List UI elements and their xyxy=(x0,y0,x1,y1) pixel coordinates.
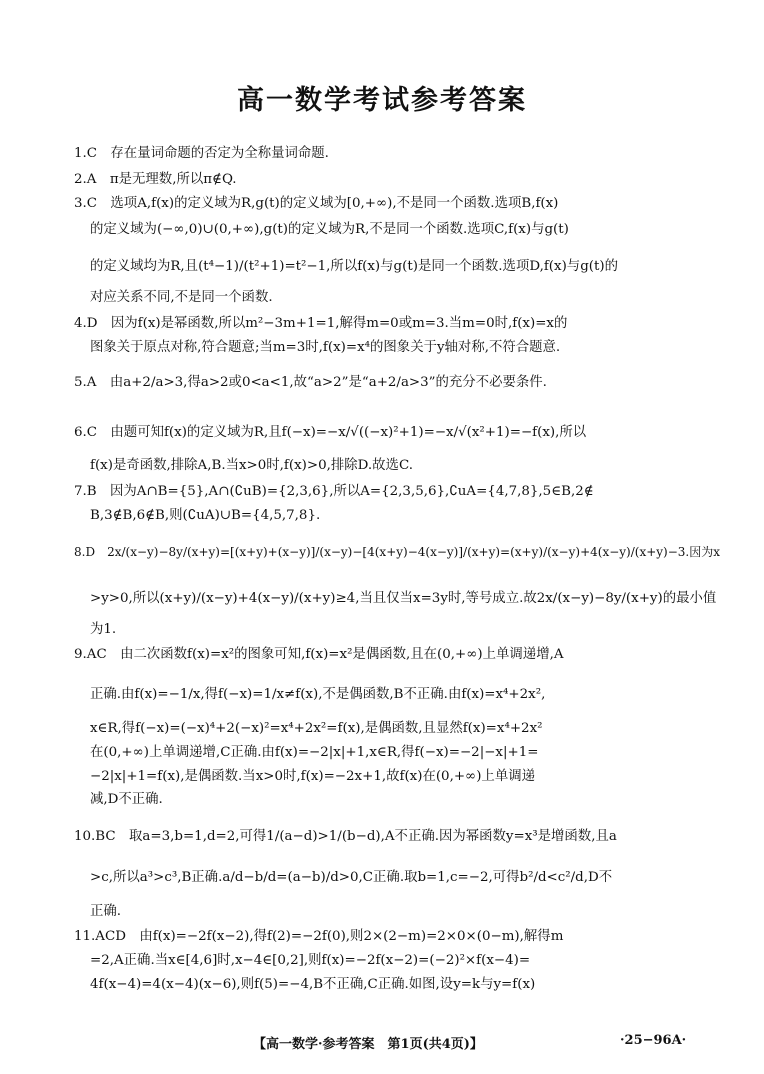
answer-line: 1.C 存在量词命题的否定为全称量词命题. xyxy=(74,146,329,161)
answer-line: 3.C 选项A,f(x)的定义域为R,g(t)的定义域为[0,+∞),不是同一个函数.选项B,f(x) xyxy=(74,196,559,211)
answer-line: f(x)是奇函数,排除A,B.当x>0时,f(x)>0,排除D.故选C. xyxy=(90,458,413,473)
answer-line: 5.A 由a+2/a>3,得a>2或0<a<1,故“a>2”是“a+2/a>3”的充分不必要条件. xyxy=(74,375,547,390)
answer-line: x∈R,得f(−x)=(−x)⁴+2(−x)²=x⁴+2x²=f(x),是偶函数,且显然f(x)=x⁴+2x² xyxy=(90,721,543,736)
answer-line: 2.A π是无理数,所以π∉Q. xyxy=(74,172,237,187)
answer-line: 4.D 因为f(x)是幂函数,所以m²−3m+1=1,解得m=0或m=3.当m=0时,f(x)=x的 xyxy=(74,316,568,331)
answer-line: 对应关系不同,不是同一个函数. xyxy=(90,290,273,305)
answer-line: >y>0,所以(x+y)/(x−y)+4(x−y)/(x+y)≥4,当且仅当x=3y时,等号成立.故2x/(x−y)−8y/(x+y)的最小值 xyxy=(90,591,717,606)
answer-line: 6.C 由题可知f(x)的定义域为R,且f(−x)=−x/√((−x)²+1)=−x/√(x²+1)=−f(x),所以 xyxy=(74,425,587,440)
answer-line: 7.B 因为A∩B={5},A∩(∁uB)={2,3,6},所以A={2,3,5,6},∁uA={4,7,8},5∈B,2∉ xyxy=(74,484,594,499)
answer-line: >c,所以a³>c³,B正确.a/d−b/d=(a−b)/d>0,C正确.取b=1,c=−2,可得b²/d<c²/d,D不 xyxy=(90,870,613,885)
footer-page-info: 【高一数学·参考答案 第1页(共4页)】 xyxy=(253,1037,483,1052)
answer-line: 11.ACD 由f(x)=−2f(x−2),得f(2)=−2f(0),则2×(2−m)=2×0×(0−m),解得m xyxy=(74,929,564,944)
answer-line: 为1. xyxy=(90,622,117,637)
answer-line: 减,D不正确. xyxy=(90,792,163,807)
answer-line: 的定义域为(−∞,0)∪(0,+∞),g(t)的定义域为R,不是同一个函数.选项C,f(x)与g(t) xyxy=(90,222,569,237)
footer-code: ·25−96A· xyxy=(620,1033,687,1048)
answer-line: 正确. xyxy=(90,904,122,919)
answer-line: 8.D 2x/(x−y)−8y/(x+y)=[(x+y)+(x−y)]/(x−y)−[4(x+y)−4(x−y)]/(x+y)=(x+y)/(x−y)+4(x−y)/(x+y)−3.因为x xyxy=(74,545,721,559)
answer-line: 9.AC 由二次函数f(x)=x²的图象可知,f(x)=x²是偶函数,且在(0,+∞)上单调递增,A xyxy=(74,647,564,662)
page-title: 高一数学考试参考答案 xyxy=(237,85,527,116)
answer-line: 10.BC 取a=3,b=1,d=2,可得1/(a−d)>1/(b−d),A不正确.因为幂函数y=x³是增函数,且a xyxy=(74,829,617,844)
answer-line: B,3∉B,6∉B,则(∁uA)∪B={4,5,7,8}. xyxy=(90,508,321,523)
answer-line: 4f(x−4)=4(x−4)(x−6),则f(5)=−4,B不正确,C正确.如图,设y=k与y=f(x) xyxy=(90,977,536,992)
answer-line: 在(0,+∞)上单调递增,C正确.由f(x)=−2|x|+1,x∈R,得f(−x)=−2|−x|+1= xyxy=(90,745,539,760)
answer-line: =2,A正确.当x∈[4,6]时,x−4∈[0,2],则f(x)=−2f(x−2)=(−2)²×f(x−4)= xyxy=(90,953,531,968)
answer-line: 的定义域均为R,且(t⁴−1)/(t²+1)=t²−1,所以f(x)与g(t)是同一个函数.选项D,f(x)与g(t)的 xyxy=(90,259,618,274)
answer-line: 正确.由f(x)=−1/x,得f(−x)=1/x≠f(x),不是偶函数,B不正确.由f(x)=x⁴+2x², xyxy=(90,687,546,702)
answer-line: −2|x|+1=f(x),是偶函数.当x>0时,f(x)=−2x+1,故f(x)在(0,+∞)上单调递 xyxy=(90,769,535,784)
answer-line: 图象关于原点对称,符合题意;当m=3时,f(x)=x⁴的图象关于y轴对称,不符合题意. xyxy=(90,340,561,355)
